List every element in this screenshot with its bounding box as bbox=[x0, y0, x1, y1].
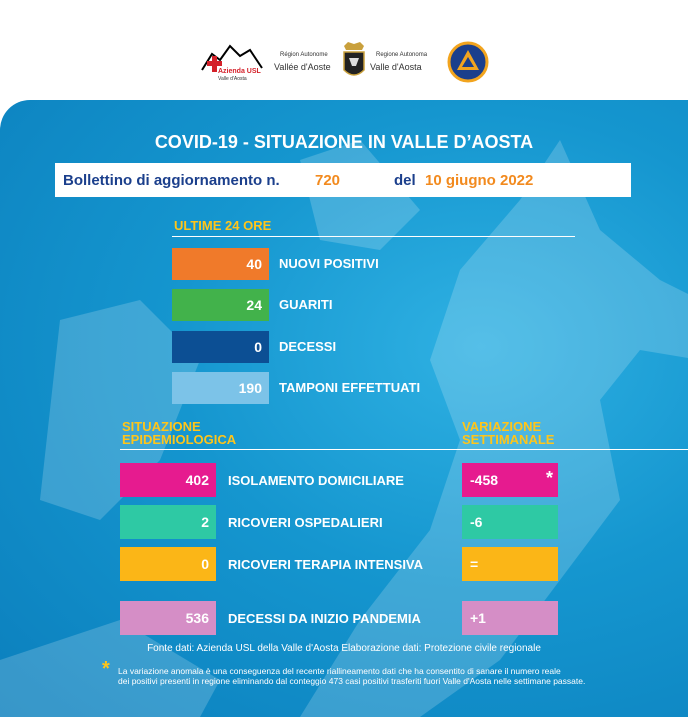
last24-divider bbox=[172, 236, 575, 237]
icu-value: 0 bbox=[120, 547, 216, 581]
total-deaths-value: 536 bbox=[120, 601, 216, 635]
swabs-label: TAMPONI EFFETTUATI bbox=[279, 380, 421, 395]
data-source: Fonte dati: Azienda USL della Valle d'Aosta Elaborazione dati: Protezione civile regionale bbox=[147, 643, 541, 654]
hospitalized-value: 2 bbox=[120, 505, 216, 539]
bulletin-prefix: Bollettino di aggiornamento n. bbox=[63, 172, 280, 189]
page-title: COVID-19 - SITUAZIONE IN VALLE D’AOSTA bbox=[154, 132, 534, 152]
new-positives-value: 40 bbox=[172, 248, 269, 280]
home-isolation-label: ISOLAMENTO DOMICILIARE bbox=[228, 473, 404, 488]
note-asterisk: * bbox=[102, 658, 110, 680]
region-fr-top: Région Autonome bbox=[280, 52, 328, 58]
recovered-label: GUARITI bbox=[279, 297, 333, 312]
region-it-name: Valle d'Aosta bbox=[370, 62, 422, 72]
home-isolation-value: 402 bbox=[120, 463, 216, 497]
total-deaths-label: DECESSI DA INIZIO PANDEMIA bbox=[228, 611, 421, 626]
region-logo-fr bbox=[274, 40, 336, 86]
note-text bbox=[118, 666, 638, 686]
deaths-value: 0 bbox=[172, 331, 269, 363]
crest-icon bbox=[341, 40, 367, 86]
epi-title-line1: SITUAZIONE bbox=[122, 419, 201, 434]
new-positives-label: NUOVI POSITIVI bbox=[279, 256, 379, 271]
icu-variation: = bbox=[462, 547, 558, 581]
bulletin-del: del bbox=[394, 172, 416, 189]
home-isolation-asterisk: * bbox=[545, 468, 553, 488]
hospitalized-variation: -6 bbox=[462, 505, 558, 539]
bulletin-number: 720 bbox=[315, 172, 341, 189]
logos-bar bbox=[0, 40, 688, 90]
last24-title: ULTIME 24 ORE bbox=[174, 218, 272, 233]
recovered-value: 24 bbox=[172, 289, 269, 321]
bulletin-poster bbox=[0, 100, 688, 717]
epi-divider bbox=[120, 449, 688, 450]
civil-protection-logo bbox=[446, 40, 490, 86]
note-line-2: dei positivi presenti in regione eliminando dal conteggio 473 casi positivi trasferiti fuori Valle d'Aosta nelle settimane passate. bbox=[118, 676, 586, 686]
note-line-1: La variazione anomala è una conseguenza del recente riallineamento dati che ha consentito di sanare il numero reale bbox=[118, 666, 561, 676]
deaths-label: DECESSI bbox=[279, 339, 337, 354]
usl-sub: Valle d'Aosta bbox=[218, 76, 247, 82]
total-deaths-variation: +1 bbox=[462, 601, 558, 635]
home-isolation-variation bbox=[462, 463, 558, 497]
region-fr-name: Vallée d'Aoste bbox=[274, 62, 331, 72]
hospitalized-label: RICOVERI OSPEDALIERI bbox=[228, 515, 383, 530]
icu-label: RICOVERI TERAPIA INTENSIVA bbox=[228, 557, 424, 572]
epi-title-line2: EPIDEMIOLOGICA bbox=[122, 432, 237, 447]
variation-title-line1: VARIAZIONE bbox=[462, 419, 542, 434]
usl-name: Azienda USL bbox=[218, 68, 261, 75]
header bbox=[0, 0, 688, 100]
crest-logo bbox=[341, 40, 367, 86]
civil-protection-icon bbox=[446, 40, 490, 86]
usl-logo bbox=[200, 40, 266, 86]
home-isolation-variation-value: -458 bbox=[470, 472, 499, 488]
region-it-top: Regione Autonoma bbox=[376, 52, 428, 58]
bulletin-date: 10 giugno 2022 bbox=[425, 172, 534, 189]
variation-title-line2: SETTIMANALE bbox=[462, 432, 555, 447]
bulletin-bar bbox=[55, 163, 631, 197]
region-logo-it bbox=[370, 40, 432, 86]
swabs-value: 190 bbox=[172, 372, 269, 404]
